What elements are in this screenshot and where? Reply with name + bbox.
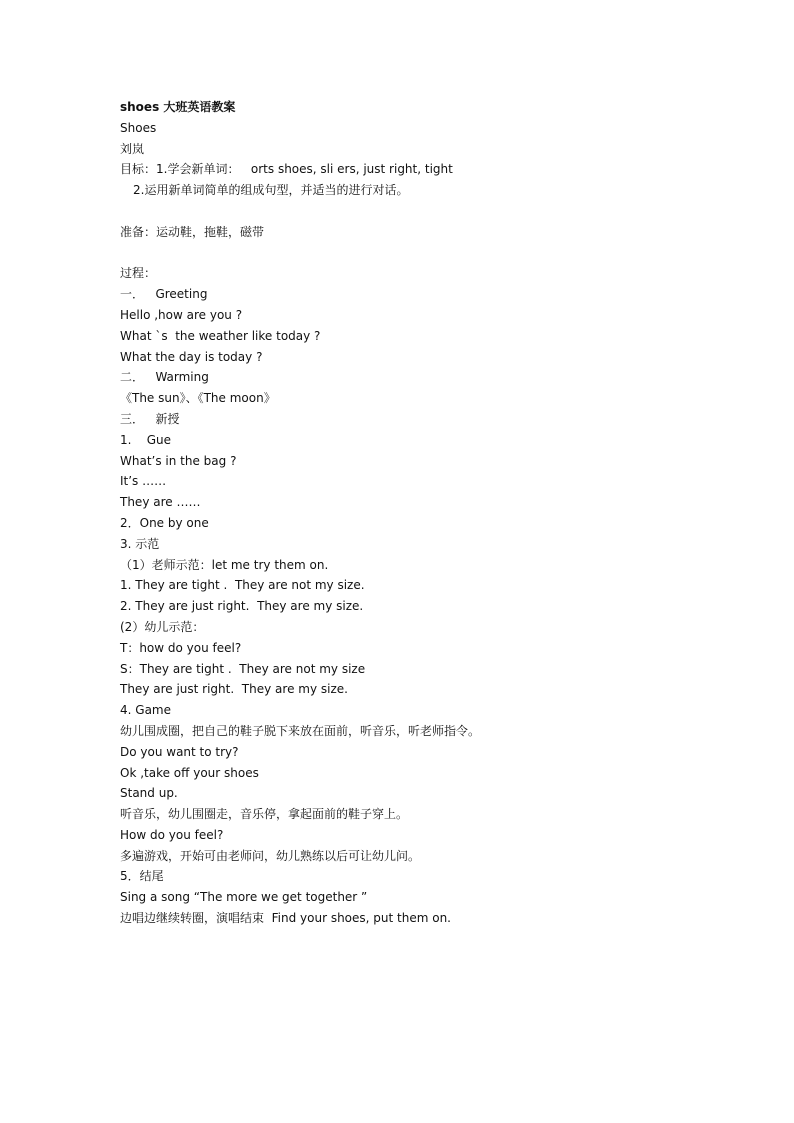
text-line: How do you feel? xyxy=(120,827,224,842)
text-line: 2．One by one xyxy=(120,515,209,530)
text-line: 2.运用新单词简单的组成句型，并适当的进行对话。 xyxy=(133,183,409,198)
text-line: Ok ,take off your shoes xyxy=(120,765,259,780)
text-line: S：They are tight . They are not my size xyxy=(120,661,366,676)
text-line: 《The sun》、《The moon》 xyxy=(120,391,276,406)
text-line: 一． Greeting xyxy=(120,287,208,302)
text-line: Shoes xyxy=(120,120,157,135)
text-line: T：how do you feel? xyxy=(120,640,242,655)
text-line: 4. Game xyxy=(120,703,171,718)
text-line: 刘岚 xyxy=(120,141,145,156)
text-line: 三． 新授 xyxy=(120,411,180,426)
text-line: 1. They are tight . They are not my size. xyxy=(120,578,365,593)
document-title: shoes 大班英语教案 xyxy=(120,100,236,114)
blank-line xyxy=(120,243,720,264)
text-line: 5．结尾 xyxy=(120,869,164,884)
text-line: 幼儿围成圈，把自己的鞋子脱下来放在面前，听音乐，听老师指令。 xyxy=(120,723,481,738)
text-line: They are just right. They are my size. xyxy=(120,682,348,697)
text-line: 边唱边继续转圈，演唱结束 Find your shoes, put them on. xyxy=(120,911,451,926)
text-line: 多遍游戏，开始可由老师问，幼儿熟练以后可让幼儿问。 xyxy=(120,848,421,863)
text-line: Do you want to try? xyxy=(120,744,239,759)
text-line: 1. Gue xyxy=(120,432,171,447)
text-line: They are …… xyxy=(120,495,201,510)
text-line: 准备：运动鞋，拖鞋，磁带 xyxy=(120,224,265,239)
text-line: 二． Warming xyxy=(120,370,209,385)
text-line: What the day is today ? xyxy=(120,349,263,364)
document-page xyxy=(120,97,720,929)
text-line: What’s in the bag ? xyxy=(120,453,237,468)
text-line: （1）老师示范：let me try them on. xyxy=(120,557,329,572)
blank-line xyxy=(120,201,720,222)
text-line: 3. 示范 xyxy=(120,536,160,551)
text-line: What `s the weather like today ? xyxy=(120,328,321,343)
text-line: 2. They are just right. They are my size. xyxy=(120,599,364,614)
text-line: 听音乐，幼儿围圈走，音乐停，拿起面前的鞋子穿上。 xyxy=(120,807,409,822)
text-line: Sing a song “The more we get together ” xyxy=(120,890,368,905)
text-line: 目标：1.学会新单词： orts shoes, sli ers, just right, tight xyxy=(120,162,453,177)
text-line: Stand up. xyxy=(120,786,178,801)
text-line: (2）幼儿示范： xyxy=(120,619,205,634)
text-line: Hello ,how are you ? xyxy=(120,307,243,322)
text-line: 过程： xyxy=(120,266,157,281)
text-line: It’s …… xyxy=(120,474,167,489)
